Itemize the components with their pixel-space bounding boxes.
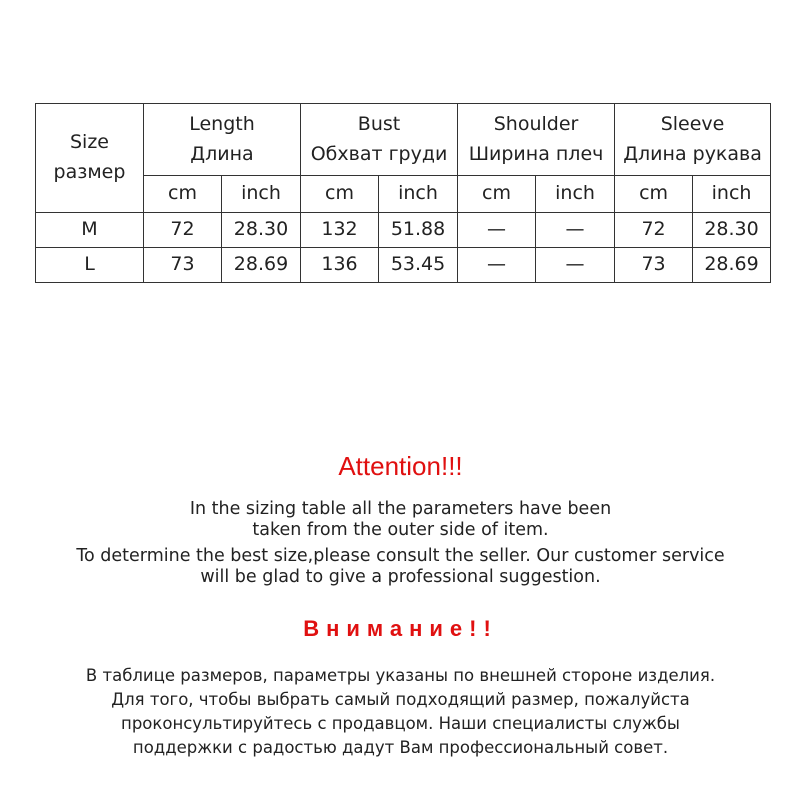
value-cell: — [458, 213, 536, 248]
table-header-row [36, 104, 771, 176]
value-cell: 28.69 [222, 248, 301, 283]
group-label-en: Shoulder [493, 112, 579, 135]
unit-header-row [36, 176, 771, 213]
unit-cell: cm [458, 176, 536, 213]
unit-cell: inch [222, 176, 301, 213]
group-label-ru: Ширина плеч [468, 142, 604, 165]
value-cell: 72 [615, 213, 693, 248]
value-cell: 73 [144, 248, 222, 283]
group-label-en: Bust [357, 112, 401, 135]
notice-line: In the sizing table all the parameters have been [189, 499, 612, 519]
value-cell: 28.30 [693, 213, 771, 248]
unit-cell: cm [301, 176, 379, 213]
bust-header-cell [301, 104, 458, 176]
group-label-en: Length [189, 112, 255, 135]
attention-title-ru: Внимание!! [303, 616, 498, 641]
value-cell: 72 [144, 213, 222, 248]
unit-cell: cm [615, 176, 693, 213]
attention-title: Attention!!! [338, 451, 463, 481]
value-cell: 28.30 [222, 213, 301, 248]
notice-line: will be glad to give a professional suggestion. [200, 567, 601, 587]
notice-line: поддержки с радостью дадут Вам профессиональный совет. [132, 738, 669, 757]
length-header-cell [144, 104, 301, 176]
table-row [36, 248, 771, 283]
notice-line: taken from the outer side of item. [252, 520, 549, 540]
notice-line: В таблице размеров, параметры указаны по внешней стороне изделия. [85, 666, 716, 685]
shoulder-header-cell [458, 104, 615, 176]
unit-cell: inch [693, 176, 771, 213]
size-label-ru: размер [53, 161, 126, 183]
size-cell: M [36, 213, 144, 248]
value-cell: 28.69 [693, 248, 771, 283]
notice-line: проконсультируйтесь с продавцом. Наши специалисты службы [121, 714, 680, 733]
table-row [36, 213, 771, 248]
value-cell: 53.45 [379, 248, 458, 283]
group-label-ru: Обхват груди [310, 142, 448, 165]
notice-paragraph-en-2 [0, 546, 801, 588]
notice-line: Для того, чтобы выбрать самый подходящий размер, пожалуйста [111, 690, 690, 709]
size-label-en: Size [69, 131, 109, 154]
group-label-ru: Длина [190, 142, 254, 165]
group-label-ru: Длина рукава [623, 142, 762, 165]
unit-cell: cm [144, 176, 222, 213]
notice-line: To determine the best size,please consult the seller. Our customer service [76, 546, 725, 566]
sleeve-header-cell [615, 104, 771, 176]
value-cell: — [458, 248, 536, 283]
value-cell: 132 [301, 213, 379, 248]
unit-cell: inch [379, 176, 458, 213]
unit-cell: inch [536, 176, 615, 213]
size-cell: L [36, 248, 144, 283]
group-label-en: Sleeve [660, 112, 725, 135]
value-cell: 51.88 [379, 213, 458, 248]
size-header-cell [36, 104, 144, 213]
value-cell: 136 [301, 248, 379, 283]
notice-paragraph-en-1 [0, 499, 801, 541]
notice-paragraph-ru [0, 664, 801, 760]
value-cell: — [536, 248, 615, 283]
value-cell: 73 [615, 248, 693, 283]
size-table [35, 103, 771, 283]
value-cell: — [536, 213, 615, 248]
